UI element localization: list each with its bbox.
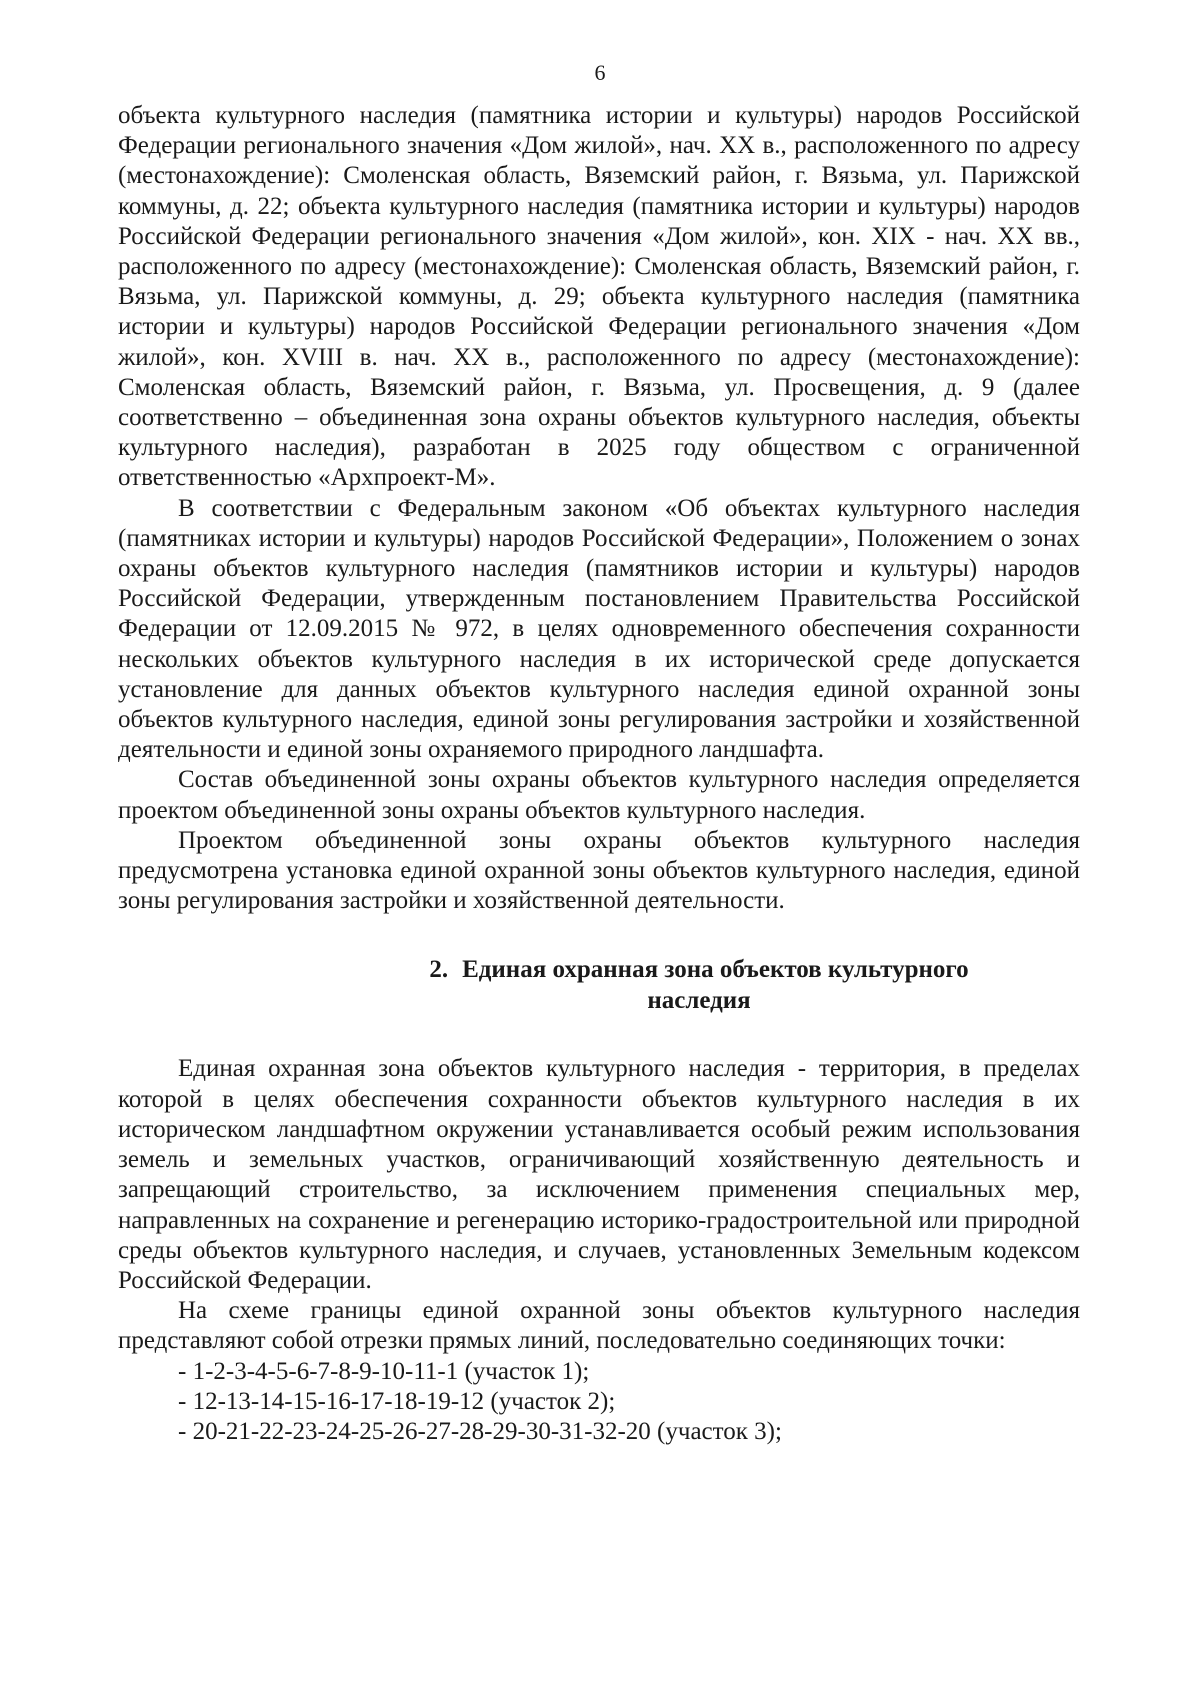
list-item: - 12-13-14-15-16-17-18-19-12 (участок 2);	[178, 1387, 616, 1415]
paragraph-legal-basis: В соответствии с Федеральным законом «Об объектах культурного наследия (памятниках истории и культуры) народов Российской Федерации», Положением о зонах охраны объектов культурного наследия (памятников истории и культуры) народов Российской Федерации, утвержденным постановлением Правительства Российской Федерации от 12.09.2015 № 972, в целях одновременного обеспечения сохранности нескольких объектов культурного наследия в их исторической среде допускается установление для данных объектов культурного наследия единой охранной зоны объектов культурного наследия, единой зоны регулирования застройки и хозяйственной деятельности и единой зоны охраняемого природного ландшафта.	[118, 494, 1080, 764]
boundary-point-list	[118, 1357, 1080, 1448]
section-title: Единая охранная зона объектов культурного наследия	[462, 956, 969, 1015]
page-number: 6	[594, 60, 606, 85]
section-number: 2.	[429, 956, 449, 984]
section-heading	[118, 954, 1080, 1016]
paragraph-zone-composition: Состав объединенной зоны охраны объектов культурного наследия определяется проектом объединенной зоны охраны объектов культурного наследия.	[118, 766, 1080, 824]
paragraph-zone-definition: Единая охранная зона объектов культурного наследия - территория, в пределах которой в целях обеспечения сохранности объектов культурного наследия в их историческом ландшафтном окружении устанавливается особый режим использования земель и земельных участков, ограничивающий хозяйственную деятельность и запрещающий строительство, за исключением применения специальных мер, направленных на сохранение и регенерацию историко-градостроительной или природной среды объектов культурного наследия, и случаев, установленных Земельным кодексом Российской Федерации.	[118, 1055, 1080, 1294]
paragraph-project-provision: Проектом объединенной зоны охраны объектов культурного наследия предусмотрена установка единой охранной зоны объектов культурного наследия, единой зоны регулирования застройки и хозяйственной деятельности.	[118, 826, 1080, 915]
list-item: - 20-21-22-23-24-25-26-27-28-29-30-31-32-20 (участок 3);	[178, 1417, 782, 1445]
document-body	[118, 101, 1080, 1447]
paragraph-object-list: объекта культурного наследия (памятника истории и культуры) народов Российской Федерации регионального значения «Дом жилой», нач. XX в., расположенного по адресу (местонахождение): Смоленская область, Вяземский район, г. Вязьма, ул. Парижской коммуны, д. 22; объекта культурного наследия (памятника истории и культуры) народов Российской Федерации регионального значения «Дом жилой», кон. XIX - нач. XX вв., расположенного по адресу (местонахождение): Смоленская область, Вяземский район, г. Вязьма, ул. Парижской коммуны, д. 29; объекта культурного наследия (памятника истории и культуры) народов Российской Федерации регионального значения «Дом жилой», кон. XVIII в. нач. XX в., расположенного по адресу (местонахождение): Смоленская область, Вяземский район, г. Вязьма, ул. Просвещения, д. 9 (далее соответственно – объединенная зона охраны объектов культурного наследия, объекты культурного наследия), разработан в 2025 году обществом с ограниченной ответственностью «Архпроект-М».	[118, 102, 1080, 492]
list-item: - 1-2-3-4-5-6-7-8-9-10-11-1 (участок 1);	[178, 1357, 590, 1385]
paragraph-boundary-intro: На схеме границы единой охранной зоны объектов культурного наследия представляют собой отрезки прямых линий, последовательно соединяющих точки:	[118, 1297, 1080, 1355]
